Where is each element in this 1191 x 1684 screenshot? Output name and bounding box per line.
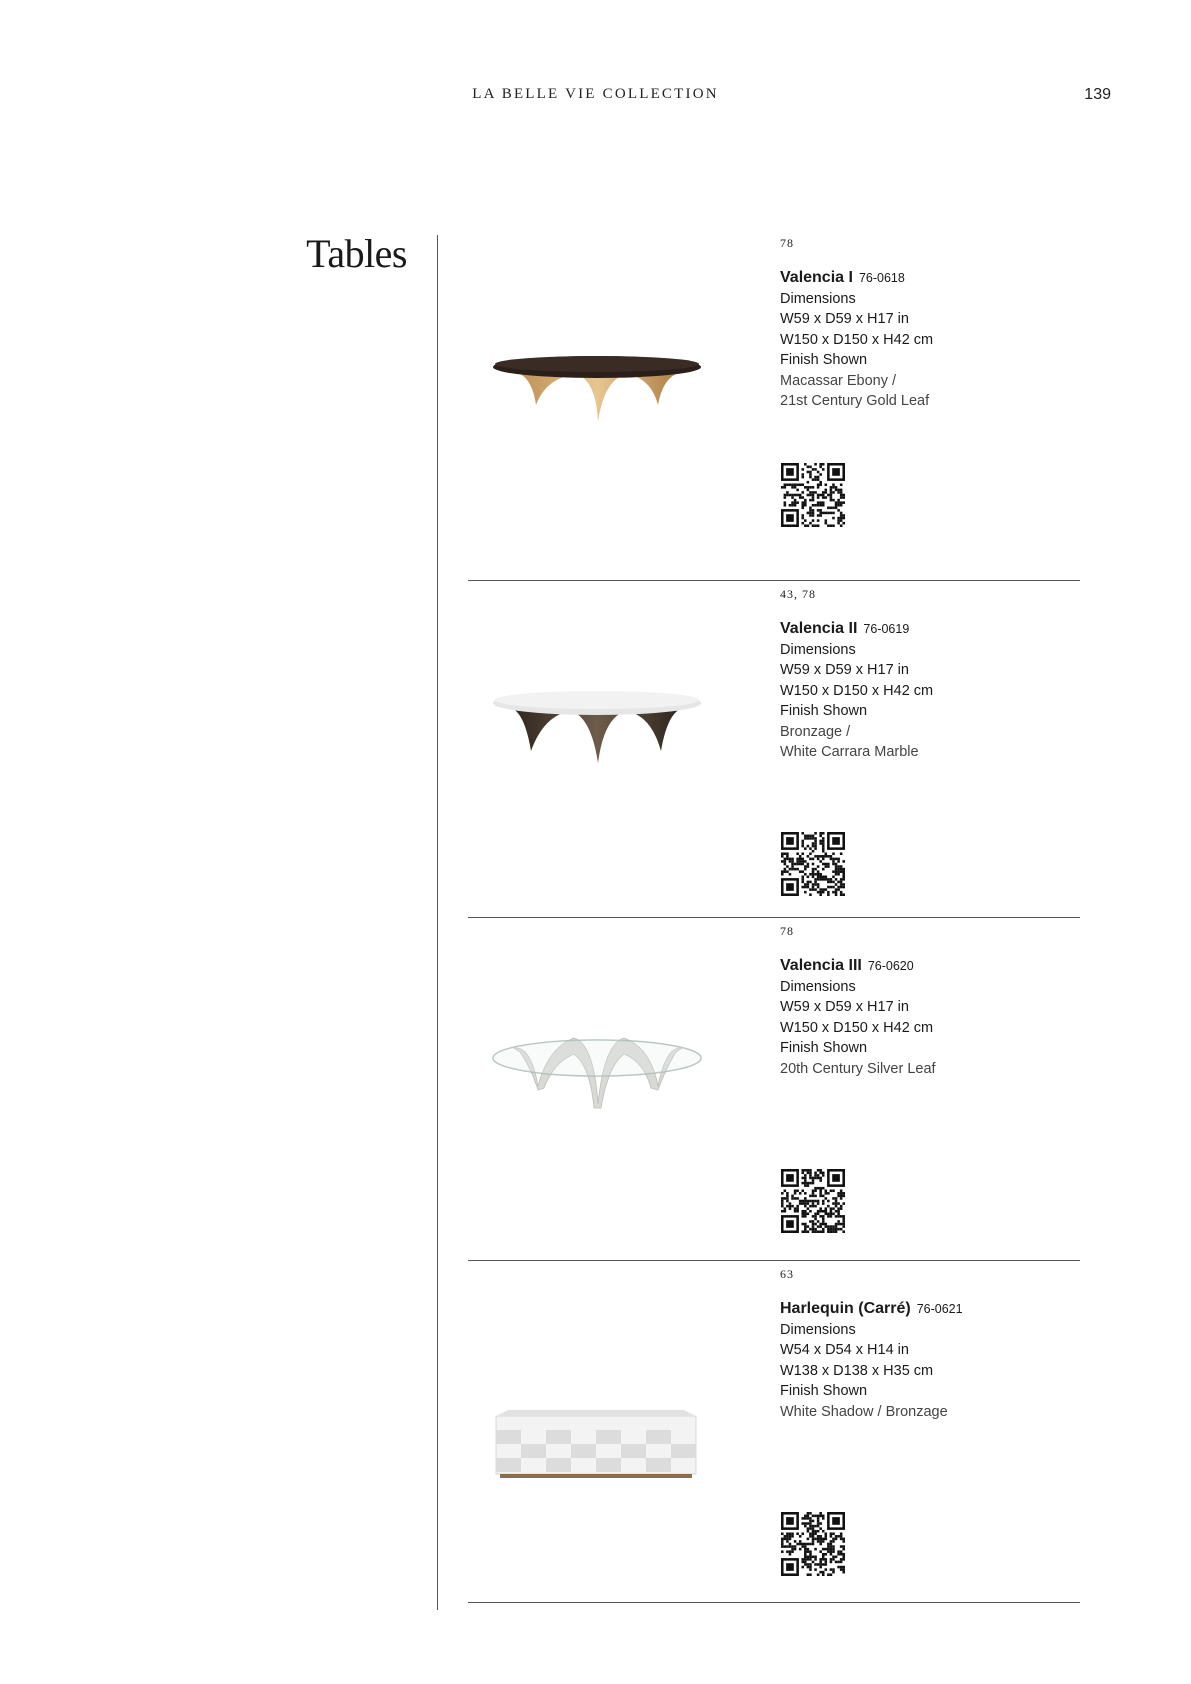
product-info — [780, 268, 933, 412]
qr-code[interactable] — [781, 463, 845, 527]
product-valencia-i — [468, 230, 1080, 581]
finish-label: Finish Shown — [780, 1040, 868, 1056]
finish-value: White Carrara Marble — [780, 744, 919, 760]
product-harlequin-carre — [468, 1261, 1080, 1603]
product-valencia-ii — [468, 581, 1080, 918]
page-number: 139 — [1084, 86, 1111, 103]
product-code: 76-0619 — [863, 622, 910, 636]
product-image — [486, 1393, 706, 1503]
qr-code[interactable] — [781, 832, 845, 896]
dimensions-inches: W59 x D59 x H17 in — [780, 311, 909, 327]
finish-label: Finish Shown — [780, 703, 868, 719]
finish-value: White Shadow / Bronzage — [780, 1403, 948, 1420]
dimensions-inches: W59 x D59 x H17 in — [780, 999, 909, 1015]
product-code: 76-0618 — [858, 271, 905, 285]
finish-label: Finish Shown — [780, 1383, 868, 1399]
dimensions-cm: W150 x D150 x H42 cm — [780, 1019, 934, 1036]
finish-label: Finish Shown — [780, 352, 868, 368]
product-image — [486, 330, 706, 440]
finish-value: Macassar Ebony / — [780, 372, 897, 389]
product-name: Valencia I — [780, 269, 853, 286]
product-name: Harlequin (Carré) — [780, 1300, 911, 1317]
product-code: 76-0621 — [916, 1302, 963, 1316]
product-info — [780, 956, 936, 1079]
page-reference: 43, 78 — [780, 587, 816, 601]
dimensions-cm: W138 x D138 x H35 cm — [780, 1362, 934, 1379]
page-reference: 78 — [780, 236, 794, 250]
dimensions-cm: W150 x D150 x H42 cm — [780, 682, 934, 699]
dimensions-label: Dimensions — [780, 290, 856, 307]
product-image — [486, 681, 706, 791]
section-title: Tables — [306, 231, 407, 276]
page-reference: 63 — [780, 1267, 794, 1281]
page-reference: 78 — [780, 924, 794, 938]
product-code: 76-0620 — [867, 959, 914, 973]
finish-value: Bronzage / — [780, 723, 851, 740]
product-info — [780, 1299, 963, 1422]
horizontal-divider — [468, 1602, 1080, 1603]
dimensions-label: Dimensions — [780, 641, 856, 658]
finish-value: 21st Century Gold Leaf — [780, 393, 930, 409]
collection-title: LA BELLE VIE COLLECTION — [472, 86, 719, 102]
dimensions-cm: W150 x D150 x H42 cm — [780, 331, 934, 348]
finish-value: 20th Century Silver Leaf — [780, 1060, 936, 1077]
dimensions-label: Dimensions — [780, 978, 856, 995]
dimensions-inches: W54 x D54 x H14 in — [780, 1342, 909, 1358]
product-name: Valencia III — [780, 957, 862, 974]
product-image — [486, 1018, 706, 1128]
qr-code[interactable] — [781, 1169, 845, 1233]
product-name: Valencia II — [780, 620, 858, 637]
product-valencia-iii — [468, 918, 1080, 1261]
dimensions-label: Dimensions — [780, 1321, 856, 1338]
product-info — [780, 619, 933, 763]
qr-code[interactable] — [781, 1512, 845, 1576]
dimensions-inches: W59 x D59 x H17 in — [780, 662, 909, 678]
vertical-divider — [437, 235, 438, 1610]
